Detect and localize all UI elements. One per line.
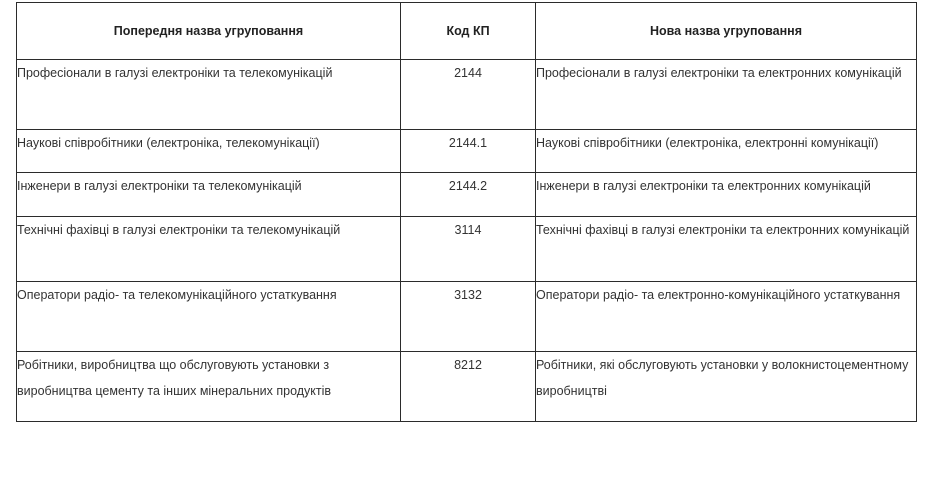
previous-name-text: Робітники, виробництва що обслуговують установки з виробництва цементу та інших мінеральних продуктів	[17, 358, 332, 398]
code-text: 3114	[454, 223, 482, 237]
new-name-text: Професіонали в галузі електроніки та електронних комунікацій	[536, 66, 902, 80]
previous-name-text: Оператори радіо- та телекомунікаційного устаткування	[17, 288, 337, 302]
new-name-cell	[536, 130, 917, 173]
table-row	[17, 130, 917, 173]
header-code: Код КП	[401, 3, 536, 60]
previous-name-cell	[17, 173, 401, 217]
table-row	[17, 282, 917, 352]
header-row	[17, 3, 917, 60]
previous-name-text: Професіонали в галузі електроніки та телекомунікацій	[17, 66, 333, 80]
previous-name-cell	[17, 282, 401, 352]
new-name-text: Робітники, які обслуговують установки у волокнистоцементному виробництві	[536, 358, 909, 398]
previous-name-cell	[17, 217, 401, 282]
code-cell	[401, 130, 536, 173]
previous-name-cell	[17, 130, 401, 173]
previous-name-cell	[17, 352, 401, 422]
code-text: 2144	[454, 66, 482, 80]
new-name-text: Наукові співробітники (електроніка, електронні комунікації)	[536, 136, 879, 150]
new-name-text: Технічні фахівці в галузі електроніки та електронних комунікацій	[536, 223, 910, 237]
table-row	[17, 217, 917, 282]
new-name-text: Оператори радіо- та електронно-комунікаційного устаткування	[536, 288, 901, 302]
code-text: 3132	[454, 288, 482, 302]
previous-name-cell	[17, 60, 401, 130]
new-name-cell	[536, 60, 917, 130]
previous-name-text: Інженери в галузі електроніки та телекомунікацій	[17, 179, 302, 193]
new-name-cell	[536, 217, 917, 282]
code-text: 2144.1	[448, 136, 488, 150]
table-row	[17, 352, 917, 422]
code-cell	[401, 352, 536, 422]
code-cell	[401, 282, 536, 352]
header-new-name: Нова назва угруповання	[536, 3, 917, 60]
previous-name-text: Технічні фахівці в галузі електроніки та телекомунікацій	[17, 223, 341, 237]
code-text: 2144.2	[448, 179, 488, 193]
header-previous-name: Попередня назва угруповання	[17, 3, 401, 60]
new-name-cell	[536, 352, 917, 422]
code-cell	[401, 173, 536, 217]
new-name-cell	[536, 282, 917, 352]
groupings-table	[16, 2, 917, 422]
table-row	[17, 60, 917, 130]
table-row	[17, 173, 917, 217]
new-name-cell	[536, 173, 917, 217]
code-cell	[401, 217, 536, 282]
new-name-text: Інженери в галузі електроніки та електронних комунікацій	[536, 179, 871, 193]
code-text: 8212	[454, 358, 482, 372]
code-cell	[401, 60, 536, 130]
previous-name-text: Наукові співробітники (електроніка, телекомунікації)	[17, 136, 320, 150]
